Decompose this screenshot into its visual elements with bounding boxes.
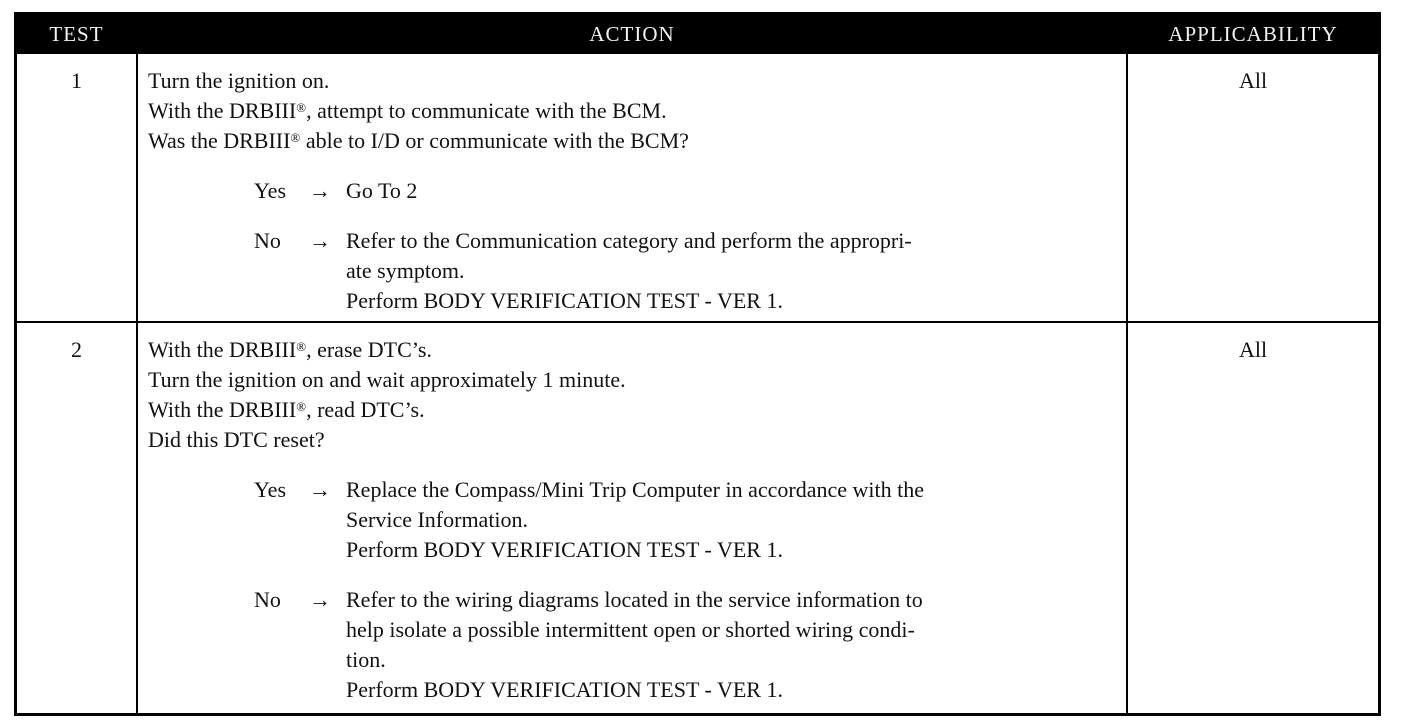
arrow-icon: →	[309, 477, 331, 502]
action-cell	[138, 323, 1128, 713]
result-line: Refer to the wiring diagrams located in the service information to	[346, 587, 923, 612]
header-applicability: APPLICABILITY	[1128, 15, 1378, 54]
action-step: Turn the ignition on and wait approximately 1 minute.	[148, 367, 626, 392]
action-step: With the DRBIII®, read DTC’s.	[148, 397, 425, 422]
header-action: ACTION	[138, 15, 1128, 54]
result-line: help isolate a possible intermittent open or shorted wiring condi-	[346, 617, 915, 642]
result-line: Service Information.	[346, 507, 529, 532]
outcome-result	[346, 475, 1118, 565]
outcome-no	[148, 226, 1118, 316]
result-line: Go To 2	[346, 178, 418, 203]
result-line: Replace the Compass/Mini Trip Computer in accordance with the	[346, 477, 925, 502]
action-step: With the DRBIII®, erase DTC’s.	[148, 337, 432, 362]
result-line: tion.	[346, 647, 386, 672]
applicability-value: All	[1238, 337, 1268, 362]
outcome-yes	[148, 176, 1118, 206]
arrow-icon: →	[309, 228, 331, 253]
test-number: 2	[17, 323, 138, 713]
test-number: 1	[17, 54, 138, 323]
action-step: Turn the ignition on.	[148, 68, 330, 93]
applicability-value: All	[1128, 54, 1378, 323]
outcome-no	[148, 585, 1118, 705]
header-test: TEST	[17, 15, 138, 54]
action-step: Did this DTC reset?	[148, 427, 325, 452]
result-line: Perform BODY VERIFICATION TEST - VER 1.	[346, 537, 783, 562]
outcome-result	[346, 226, 1118, 316]
outcome-label: Yes	[254, 178, 287, 203]
action-step: With the DRBIII®, attempt to communicate with the BCM.	[148, 98, 667, 123]
outcome-label: No	[254, 587, 281, 612]
result-line: ate symptom.	[346, 258, 465, 283]
diagnostic-test-table	[14, 12, 1381, 716]
result-line: Perform BODY VERIFICATION TEST - VER 1.	[346, 677, 783, 702]
outcome-result	[346, 176, 1118, 206]
outcome-label: No	[254, 228, 281, 253]
action-cell	[138, 54, 1128, 323]
arrow-icon: →	[309, 178, 331, 203]
outcome-yes	[148, 475, 1118, 565]
action-step: Was the DRBIII® able to I/D or communicate with the BCM?	[148, 128, 689, 153]
arrow-icon: →	[309, 587, 331, 612]
outcome-result	[346, 585, 1118, 705]
outcome-label: Yes	[254, 477, 287, 502]
result-line: Refer to the Communication category and perform the appropri-	[346, 228, 912, 253]
result-line: Perform BODY VERIFICATION TEST - VER 1.	[346, 288, 783, 313]
